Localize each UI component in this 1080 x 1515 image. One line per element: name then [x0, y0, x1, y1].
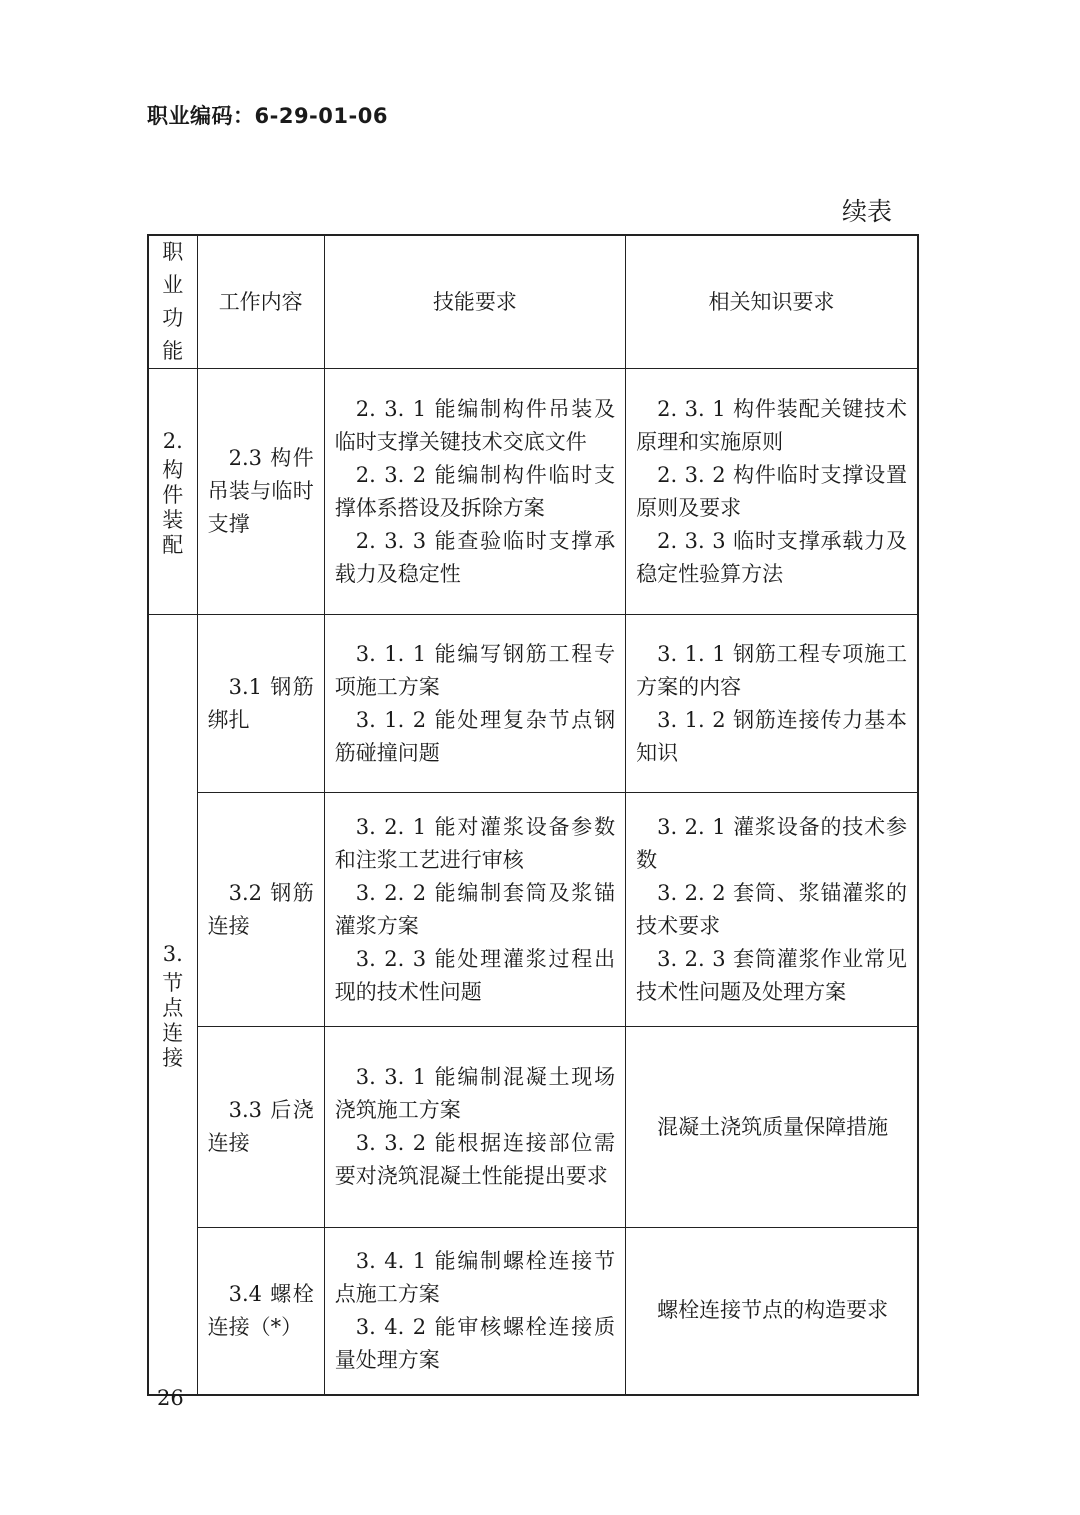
skill-cell — [324, 1228, 625, 1395]
skill-item: 3. 2. 2 能编制套筒及浆锚灌浆方案 — [334, 880, 616, 938]
skill-item: 3. 2. 1 能对灌浆设备参数和注浆工艺进行审核 — [334, 814, 616, 872]
skill-cell — [324, 369, 625, 615]
skill-cell — [324, 615, 625, 793]
knowledge-item: 3. 2. 2 套筒、浆锚灌浆的技术要求 — [636, 880, 907, 938]
requirements-table — [147, 234, 919, 1396]
knowledge-cell — [626, 369, 918, 615]
skill-item: 3. 4. 1 能编制螺栓连接节点施工方案 — [334, 1248, 616, 1306]
knowledge-item: 螺栓连接节点的构造要求 — [657, 1298, 889, 1323]
knowledge-item: 2. 3. 3 临时支撑承载力及稳定性验算方法 — [636, 528, 907, 586]
table-row — [148, 615, 918, 793]
table-row — [148, 1027, 918, 1228]
skill-item: 2. 3. 3 能查验临时支撑承载力及稳定性 — [334, 528, 616, 586]
function-number: 3. — [162, 941, 183, 966]
function-cell-2 — [148, 369, 197, 615]
header-row — [148, 235, 918, 369]
header-function: 职业功能 — [148, 235, 197, 369]
work-cell: 3.4 螺栓连接（*） — [197, 1228, 324, 1395]
knowledge-item: 2. 3. 1 构件装配关键技术原理和实施原则 — [636, 396, 907, 454]
occupation-code: 职业编码：6-29-01-06 — [147, 104, 388, 128]
knowledge-item: 3. 2. 1 灌浆设备的技术参数 — [636, 814, 907, 872]
skill-item: 3. 1. 2 能处理复杂节点钢筋碰撞问题 — [334, 707, 616, 765]
skill-cell — [324, 793, 625, 1027]
skill-item: 2. 3. 1 能编制构件吊装及临时支撑关键技术交底文件 — [334, 396, 616, 454]
header-skill: 技能要求 — [324, 235, 625, 369]
function-number: 2. — [162, 429, 183, 453]
continued-label: 续表 — [841, 197, 892, 226]
table-row — [148, 1228, 918, 1395]
header-knowledge: 相关知识要求 — [626, 235, 918, 369]
skill-item: 3. 2. 3 能处理灌浆过程出现的技术性问题 — [334, 946, 616, 1004]
skill-item: 3. 3. 1 能编制混凝土现场浇筑施工方案 — [334, 1065, 616, 1122]
table-row — [148, 793, 918, 1027]
skill-item: 3. 4. 2 能审核螺栓连接质量处理方案 — [334, 1314, 616, 1372]
knowledge-cell — [626, 615, 918, 793]
skill-item: 3. 1. 1 能编写钢筋工程专项施工方案 — [334, 641, 616, 699]
skill-item: 3. 3. 2 能根据连接部位需要对浇筑混凝土性能提出要求 — [334, 1131, 616, 1188]
knowledge-cell — [626, 1027, 918, 1228]
function-cell-3 — [148, 615, 197, 1395]
function-name: 节点连接 — [162, 970, 184, 1070]
knowledge-item: 3. 1. 2 钢筋连接传力基本知识 — [636, 707, 907, 765]
knowledge-cell — [626, 1228, 918, 1395]
knowledge-item: 混凝土浇筑质量保障措施 — [657, 1114, 889, 1139]
page-number: 26 — [157, 1386, 184, 1410]
function-name: 构件装配 — [162, 458, 184, 557]
knowledge-item: 3. 1. 1 钢筋工程专项施工方案的内容 — [636, 641, 907, 699]
knowledge-item: 3. 2. 3 套筒灌浆作业常见技术性问题及处理方案 — [636, 946, 907, 1004]
table-row — [148, 369, 918, 615]
work-cell: 3.2 钢筋连接 — [197, 793, 324, 1027]
skill-item: 2. 3. 2 能编制构件临时支撑体系搭设及拆除方案 — [334, 462, 616, 520]
skill-cell — [324, 1027, 625, 1228]
knowledge-cell — [626, 793, 918, 1027]
work-cell: 2.3 构件吊装与临时支撑 — [197, 369, 324, 615]
work-cell: 3.1 钢筋绑扎 — [197, 615, 324, 793]
header-work: 工作内容 — [197, 235, 324, 369]
knowledge-item: 2. 3. 2 构件临时支撑设置原则及要求 — [636, 462, 907, 520]
work-cell: 3.3 后浇连接 — [197, 1027, 324, 1228]
